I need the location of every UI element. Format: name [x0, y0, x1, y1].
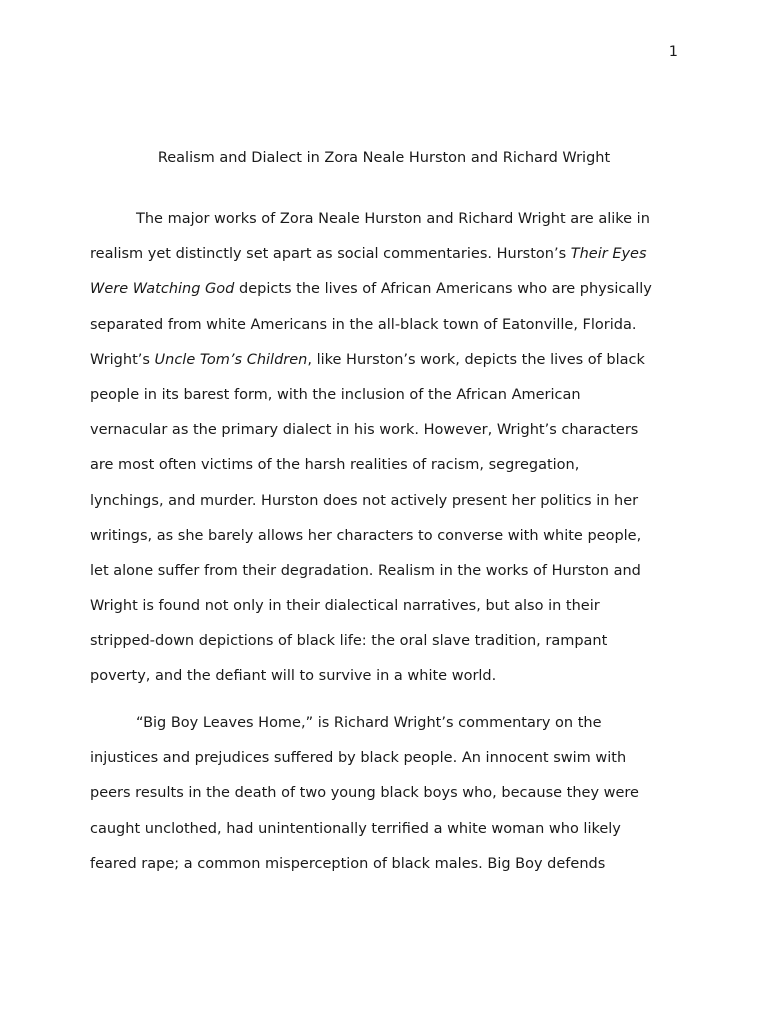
text-segment: caught unclothed, had unintentionally terrified a white woman who likely: [90, 820, 621, 837]
text-line: [90, 589, 690, 624]
text-segment: writings, as she barely allows her characters to converse with white people,: [90, 527, 642, 544]
text-segment: depicts the lives of African Americans who are physically: [234, 281, 652, 298]
text-segment: injustices and prejudices suffered by black people. An innocent swim with: [90, 750, 627, 767]
paragraph-1: [90, 202, 690, 695]
text-segment: stripped-down depictions of black life: the oral slave tradition, rampant: [90, 633, 608, 650]
text-line: [90, 847, 690, 882]
text-line: [90, 519, 690, 554]
text-segment: peers results in the death of two young black boys who, because they were: [90, 785, 639, 802]
text-segment: The major works of Zora Neale Hurston and Richard Wright are alike in: [136, 211, 650, 227]
text-line: [90, 741, 690, 776]
italic-title-text: Their Eyes: [570, 246, 647, 263]
text-line: [90, 272, 690, 307]
text-segment: people in its barest form, with the inclusion of the African American: [90, 386, 581, 403]
text-line: [90, 448, 690, 483]
italic-title-text: Were Watching God: [90, 281, 235, 298]
text-line: [90, 484, 690, 519]
essay-title: Realism and Dialect in Zora Neale Hurston and Richard Wright: [157, 150, 611, 166]
paragraph-2: [90, 706, 690, 882]
text-segment: let alone suffer from their degradation. Realism in the works of Hurston and: [90, 562, 641, 579]
text-line: [90, 308, 690, 343]
text-line: [90, 706, 690, 741]
text-segment: lynchings, and murder. Hurston does not actively present her politics in her: [90, 492, 639, 509]
text-line: [90, 812, 690, 847]
text-line: [90, 202, 690, 237]
text-segment: are most often victims of the harsh realities of racism, segregation,: [90, 457, 580, 474]
text-segment: Wright is found not only in their dialectical narratives, but also in their: [90, 598, 600, 615]
text-line: [90, 659, 690, 694]
text-segment: vernacular as the primary dialect in his work. However, Wright’s characters: [90, 422, 639, 439]
text-line: [90, 343, 690, 378]
text-segment: “Big Boy Leaves Home,” is Richard Wright’s commentary on the: [136, 715, 602, 731]
page-number: 1: [668, 44, 678, 60]
text-segment: poverty, and the defiant will to survive in a white world.: [90, 668, 497, 685]
text-segment: realism yet distinctly set apart as social commentaries. Hurston’s: [90, 246, 571, 263]
italic-title-text: Uncle Tom’s Children: [154, 351, 308, 368]
text-segment: feared rape; a common misperception of black males. Big Boy defends: [90, 855, 606, 872]
text-line: [90, 237, 690, 272]
text-segment: separated from white Americans in the all-black town of Eatonville, Florida.: [90, 316, 637, 333]
text-line: [90, 624, 690, 659]
text-segment: Wright’s: [90, 351, 155, 368]
text-line: [90, 554, 690, 589]
text-line: [90, 378, 690, 413]
text-segment: , like Hurston’s work, depicts the lives of black: [307, 351, 645, 368]
text-line: [90, 413, 690, 448]
text-line: [90, 776, 690, 811]
